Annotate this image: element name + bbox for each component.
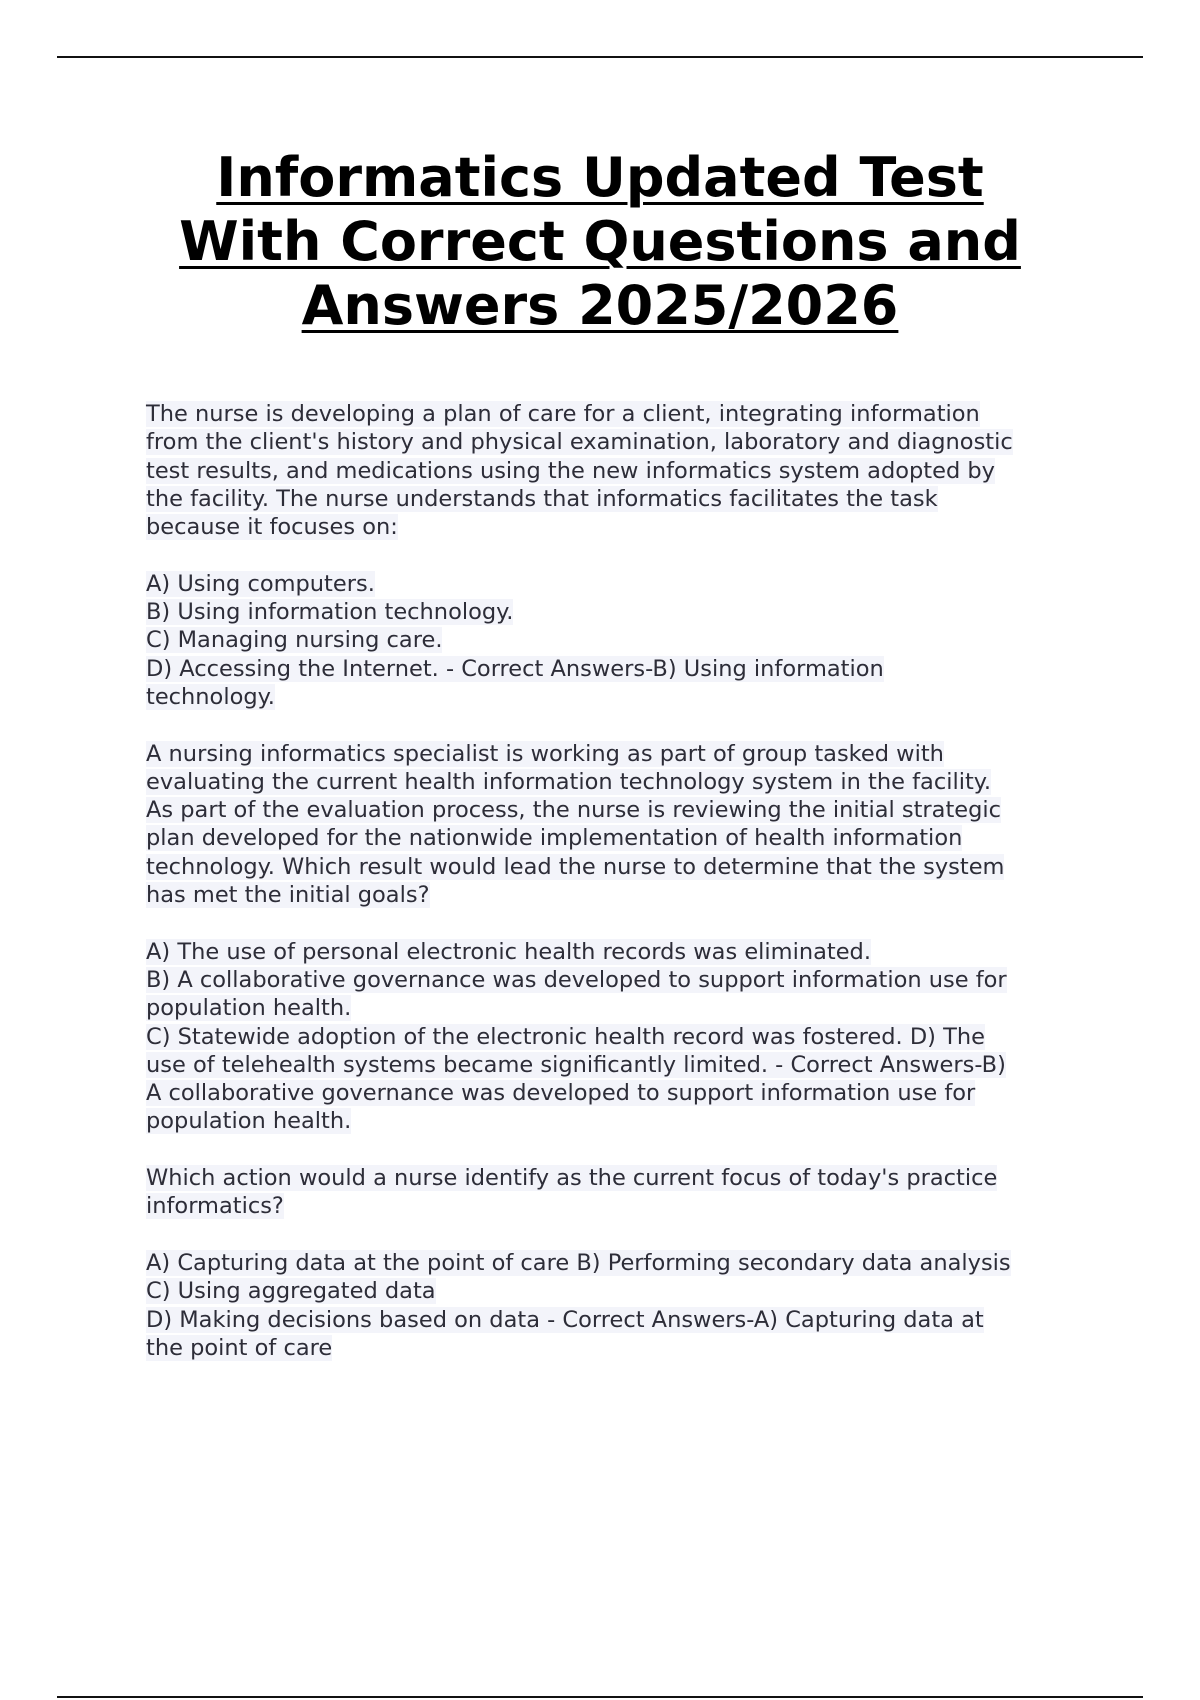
answer-line: population health. bbox=[146, 1108, 352, 1135]
question-3 bbox=[146, 1164, 1086, 1221]
bottom-rule bbox=[57, 1696, 1143, 1698]
question-line: the facility. The nurse understands that informatics facilitates the task bbox=[146, 485, 938, 512]
answer-line: A) Capturing data at the point of care B) Performing secondary data analysis bbox=[146, 1249, 1011, 1276]
title-line-2: With Correct Questions and bbox=[179, 210, 1021, 273]
answer-line: use of telehealth systems became significantly limited. - Correct Answers-B) bbox=[146, 1051, 1006, 1078]
question-line: from the client's history and physical examination, laboratory and diagnostic bbox=[146, 429, 1013, 456]
answer-options-2 bbox=[146, 938, 1086, 1136]
answer-line: D) Making decisions based on data - Correct Answers-A) Capturing data at bbox=[146, 1306, 984, 1333]
document-body bbox=[146, 400, 1086, 1390]
question-line: A nursing informatics specialist is working as part of group tasked with bbox=[146, 740, 944, 767]
answer-line: A collaborative governance was developed to support information use for bbox=[146, 1080, 976, 1107]
top-rule bbox=[57, 56, 1143, 58]
question-line: technology. Which result would lead the nurse to determine that the system bbox=[146, 853, 1005, 880]
answer-line: B) Using information technology. bbox=[146, 599, 514, 626]
question-line: test results, and medications using the new informatics system adopted by bbox=[146, 457, 996, 484]
answer-line: the point of care bbox=[146, 1334, 333, 1361]
question-line: evaluating the current health information technology system in the facility. bbox=[146, 768, 992, 795]
answer-line: C) Managing nursing care. bbox=[146, 627, 443, 654]
question-1 bbox=[146, 400, 1086, 541]
title-line-1: Informatics Updated Test bbox=[216, 146, 984, 209]
answer-line: D) Accessing the Internet. - Correct Answers-B) Using information bbox=[146, 655, 884, 682]
answer-options-1 bbox=[146, 570, 1086, 711]
question-line: plan developed for the nationwide implementation of health information bbox=[146, 825, 963, 852]
question-line: Which action would a nurse identify as the current focus of today's practice bbox=[146, 1165, 998, 1192]
question-line: because it focuses on: bbox=[146, 514, 398, 541]
answer-options-3 bbox=[146, 1249, 1086, 1362]
question-line: The nurse is developing a plan of care for a client, integrating information bbox=[146, 401, 980, 427]
answer-line: B) A collaborative governance was developed to support information use for bbox=[146, 966, 1007, 993]
answer-line: A) Using computers. bbox=[146, 570, 375, 597]
question-line: informatics? bbox=[146, 1193, 284, 1220]
answer-line: C) Using aggregated data bbox=[146, 1278, 436, 1305]
title-line-3: Answers 2025/2026 bbox=[301, 274, 899, 337]
question-line: has met the initial goals? bbox=[146, 882, 430, 909]
answer-line: A) The use of personal electronic health records was eliminated. bbox=[146, 938, 871, 965]
document-title bbox=[100, 146, 1100, 338]
answer-line: technology. bbox=[146, 683, 275, 710]
question-line: As part of the evaluation process, the nurse is reviewing the initial strategic bbox=[146, 797, 1002, 824]
answer-line: population health. bbox=[146, 995, 352, 1022]
answer-line: C) Statewide adoption of the electronic health record was fostered. D) The bbox=[146, 1023, 985, 1050]
question-2 bbox=[146, 740, 1086, 910]
